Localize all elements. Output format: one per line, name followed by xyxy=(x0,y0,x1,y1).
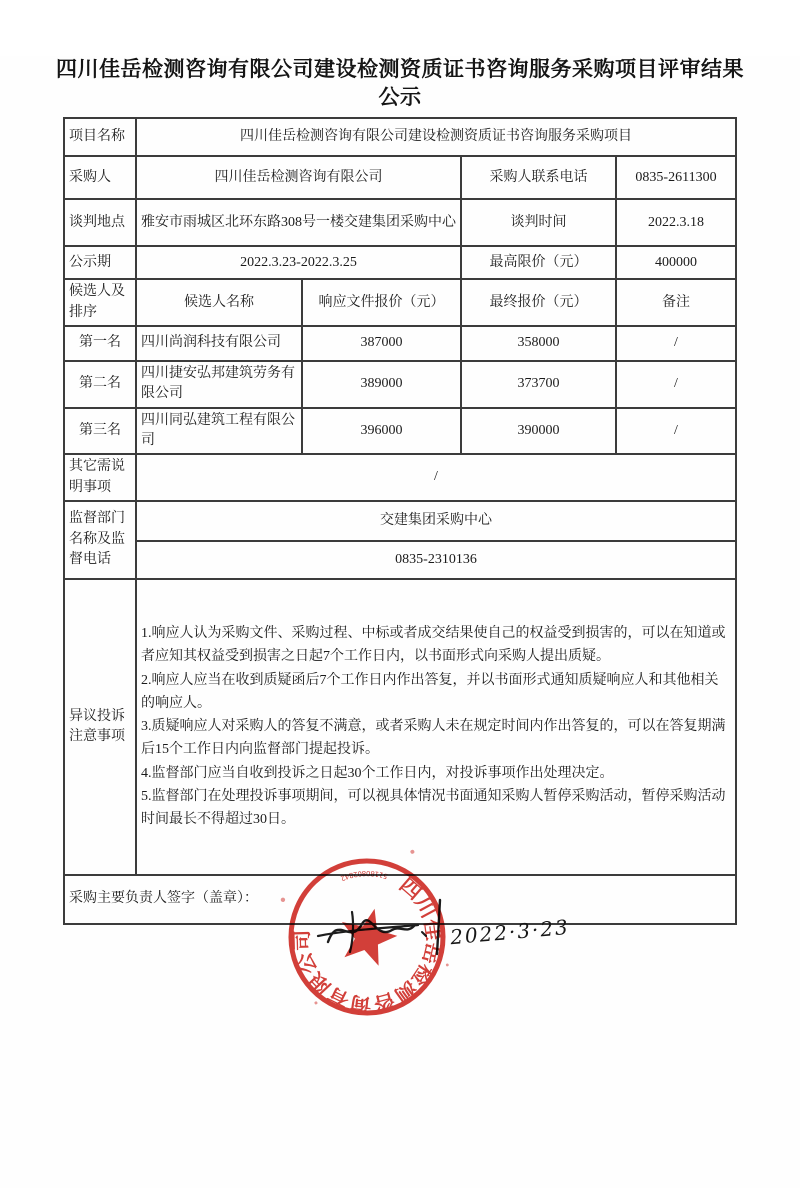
max-price-label: 最高限价（元） xyxy=(461,246,616,279)
col-header-response-bid: 响应文件报价（元） xyxy=(302,279,461,326)
objection-item: 5.监督部门在处理投诉事项期间，可以视具体情况书面通知采购人暂停采购活动，暂停采购活动时间最长不得超过30日。 xyxy=(141,788,726,828)
objection-item: 4.监督部门应当自收到投诉之日起30个工作日内，对投诉事项作出处理决定。 xyxy=(141,765,614,781)
objection-item: 3.质疑响应人对采购人的答复不满意，或者采购人未在规定时间内作出答复的，可以在答复期满后15个工作日内向监督部门提起投诉。 xyxy=(141,719,726,758)
row-project-name xyxy=(64,118,736,156)
row-candidates-header xyxy=(64,279,736,326)
candidate-bid: 389000 xyxy=(302,361,461,408)
handwritten-date: 2022·3·23 xyxy=(449,914,571,950)
objection-item: 1.响应人认为采购文件、采购过程、中标或者成交结果使自己的权益受到损害的，可以在知道或者应知其权益受到损害之日起7个工作日内，以书面形式向采购人提出质疑。 xyxy=(141,626,726,665)
candidate-final: 373700 xyxy=(461,361,616,408)
candidate-rank: 第三名 xyxy=(64,408,136,455)
col-header-candidate-name: 候选人名称 xyxy=(136,279,302,326)
purchaser-label: 采购人 xyxy=(64,156,136,199)
project-name-label: 项目名称 xyxy=(64,118,136,156)
candidates-header-label: 候选人及排序 xyxy=(64,279,136,326)
announcement-table xyxy=(63,117,737,924)
candidate-bid: 396000 xyxy=(302,408,461,455)
seal-serial-number: 51180802842 xyxy=(339,868,389,883)
negotiation-place-label: 谈判地点 xyxy=(64,199,136,246)
document-title: 四川佳岳检测咨询有限公司建设检测资质证书咨询服务采购项目评审结果公示 xyxy=(56,57,744,109)
candidate-note: / xyxy=(616,326,736,361)
row-signature xyxy=(64,875,736,924)
objection-notes xyxy=(136,579,736,875)
row-supervisor-phone xyxy=(64,541,736,579)
project-name-value: 四川佳岳检测咨询有限公司建设检测资质证书咨询服务采购项目 xyxy=(136,118,736,156)
negotiation-place-value: 雅安市雨城区北环东路308号一楼交建集团采购中心 xyxy=(136,199,461,246)
publicity-period-label: 公示期 xyxy=(64,246,136,279)
candidate-row-3 xyxy=(64,408,736,455)
objection-item: 2.响应人应当在收到质疑函后7个工作日内作出答复，并以书面形式通知质疑响应人和其他相关的响应人。 xyxy=(141,672,719,711)
row-negotiation-place xyxy=(64,199,736,246)
negotiation-time-label: 谈判时间 xyxy=(461,199,616,246)
candidate-bid: 387000 xyxy=(302,326,461,361)
candidate-row-2 xyxy=(64,361,736,408)
row-supervisor-name xyxy=(64,501,736,541)
candidate-name: 四川捷安弘邦建筑劳务有限公司 xyxy=(136,361,302,408)
seal-company-name: 四川佳岳检测咨询有限公司 xyxy=(292,874,444,1015)
purchaser-value: 四川佳岳检测咨询有限公司 xyxy=(136,156,461,199)
candidate-name: 四川尚润科技有限公司 xyxy=(136,326,302,361)
candidate-final: 390000 xyxy=(461,408,616,455)
candidate-name: 四川同弘建筑工程有限公司 xyxy=(136,408,302,455)
row-objection-notes xyxy=(64,579,736,875)
purchaser-phone-label: 采购人联系电话 xyxy=(461,156,616,199)
supervisor-label: 监督部门名称及监督电话 xyxy=(64,501,136,579)
candidate-note: / xyxy=(616,408,736,455)
candidate-final: 358000 xyxy=(461,326,616,361)
candidate-rank: 第二名 xyxy=(64,361,136,408)
candidate-row-1 xyxy=(64,326,736,361)
publicity-period-value: 2022.3.23-2022.3.25 xyxy=(136,246,461,279)
max-price-value: 400000 xyxy=(616,246,736,279)
signature-label: 采购主要负责人签字（盖章）： xyxy=(69,891,258,907)
other-notes-value: / xyxy=(136,454,736,501)
candidate-rank: 第一名 xyxy=(64,326,136,361)
row-other-notes xyxy=(64,454,736,501)
negotiation-time-value: 2022.3.18 xyxy=(616,199,736,246)
candidate-note: / xyxy=(616,361,736,408)
col-header-remark: 备注 xyxy=(616,279,736,326)
signature-cell xyxy=(64,875,736,924)
supervisor-name: 交建集团采购中心 xyxy=(136,501,736,541)
other-notes-label: 其它需说明事项 xyxy=(64,454,136,501)
supervisor-phone: 0835-2310136 xyxy=(136,541,736,579)
purchaser-phone-value: 0835-2611300 xyxy=(616,156,736,199)
document-page xyxy=(0,56,800,1188)
objection-label: 异议投诉注意事项 xyxy=(64,579,136,875)
row-publicity-period xyxy=(64,246,736,279)
row-purchaser xyxy=(64,156,736,199)
col-header-final-bid: 最终报价（元） xyxy=(461,279,616,326)
